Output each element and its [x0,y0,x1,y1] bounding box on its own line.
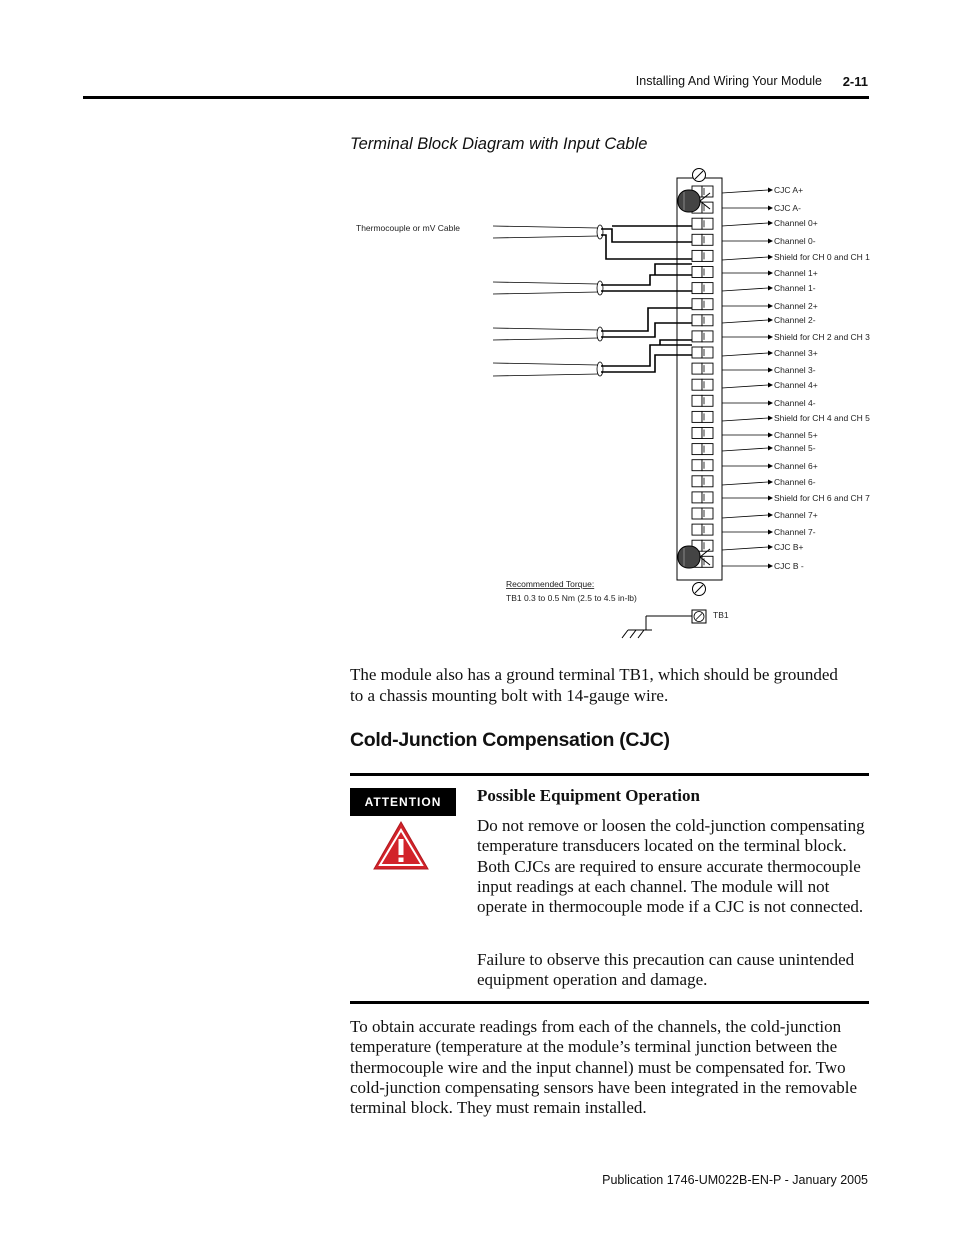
terminal-cell [692,395,702,406]
page-number: 2-11 [842,74,868,89]
terminal-cell [692,363,702,374]
ground-terminal [646,610,706,623]
terminal-cell [692,234,702,245]
terminal-leader-line [722,288,768,291]
terminal-arrow-head [768,335,773,340]
bottom-screw-icon [693,583,706,596]
terminal-cell [692,315,702,326]
section-heading: Cold-Junction Compensation (CJC) [350,729,670,751]
publication-footer: Publication 1746-UM022B-EN-P - January 2005 [602,1173,868,1187]
attention-body-2: Failure to observe this precaution can cause unintended equipment operation and damage. [477,950,855,990]
terminal-label: Channel 4+ [774,380,818,390]
terminal-label-arrows [722,188,773,569]
terminal-cell [692,379,702,390]
terminal-leader-line [722,385,768,388]
terminal-labels [774,185,870,571]
cjc-paragraph: To obtain accurate readings from each of the channels, the cold-junction temperature (temperature at the module’s terminal junction between the thermocouple wire and the input channel) must be compensated for. Two cold-junction compensating sensors have been integrated in the removable terminal block. They must remain installed. [350,1017,858,1118]
terminal-arrow-head [768,564,773,569]
attention-bottom-rule [350,1001,869,1004]
terminal-label: Shield for CH 0 and CH 1 [774,252,870,262]
attention-top-rule [350,773,869,776]
terminal-cell [692,492,702,503]
terminal-label: Channel 7- [774,527,816,537]
terminal-label: Channel 6+ [774,461,818,471]
top-screw-icon [693,169,706,182]
terminal-arrow-head [768,239,773,244]
terminal-label: Channel 2- [774,315,816,325]
terminal-arrow-head [768,433,773,438]
terminal-label: Shield for CH 6 and CH 7 [774,493,870,503]
terminal-leader-line [722,190,768,193]
terminal-label: Channel 3- [774,365,816,375]
terminal-label: Channel 7+ [774,510,818,520]
terminal-arrow-head [768,480,773,485]
terminal-arrow-head [768,271,773,276]
terminal-cell [692,218,702,229]
ground-symbol-icon [622,616,652,638]
attention-body-1: Do not remove or loosen the cold-junction compensating temperature transducers located on the terminal block. Both CJCs are required to ensure accurate thermocouple input readings at each channel. The module will not operate in thermocouple mode if a CJC is not connected. [477,816,865,917]
terminal-arrow-head [768,188,773,193]
terminal-cell [692,476,702,487]
terminal-leader-line [722,448,768,451]
terminal-leader-line [722,482,768,485]
terminal-leader-line [722,418,768,421]
terminal-label: Channel 2+ [774,301,818,311]
terminal-arrow-head [768,530,773,535]
terminal-label: CJC B+ [774,542,804,552]
terminal-cell [692,508,702,519]
terminal-leader-line [722,547,768,550]
terminal-arrow-head [768,383,773,388]
input-cable-wires [493,225,692,376]
ground-paragraph: The module also has a ground terminal TB1, which should be grounded to a chassis mounting bolt with 14-gauge wire. [350,665,838,705]
terminal-cell [692,331,702,342]
terminal-arrow-head [768,464,773,469]
terminal-cell [692,299,702,310]
terminal-leader-line [722,353,768,356]
terminal-label: Channel 0- [774,236,816,246]
terminal-arrow-head [768,255,773,260]
terminal-arrow-head [768,221,773,226]
cable-label: Thermocouple or mV Cable [356,223,460,233]
terminal-cell [692,267,702,278]
terminal-arrow-head [768,351,773,356]
figure-title: Terminal Block Diagram with Input Cable [350,135,648,153]
terminal-arrow-head [768,401,773,406]
terminal-label: Channel 0+ [774,218,818,228]
terminal-cell [692,444,702,455]
terminal-arrow-head [768,318,773,323]
header-section-title: Installing And Wiring Your Module [635,74,822,88]
terminal-label: Channel 5- [774,443,816,453]
terminal-arrow-head [768,304,773,309]
terminal-label: Channel 1- [774,283,816,293]
terminal-arrow-head [768,206,773,211]
terminal-cell [692,283,702,294]
terminal-arrow-head [768,446,773,451]
terminal-arrow-head [768,416,773,421]
terminal-leader-line [722,257,768,260]
terminal-label: Shield for CH 2 and CH 3 [774,332,870,342]
terminal-leader-line [722,320,768,323]
terminal-leader-line [722,223,768,226]
terminal-label: Channel 1+ [774,268,818,278]
terminal-cell [692,411,702,422]
terminal-label: CJC A+ [774,185,804,195]
terminal-arrow-head [768,545,773,550]
terminal-label: Channel 3+ [774,348,818,358]
terminal-arrow-head [768,368,773,373]
attention-title: Possible Equipment Operation [477,786,700,805]
torque-value: TB1 0.3 to 0.5 Nm (2.5 to 4.5 in-lb) [506,593,637,603]
terminal-label: Shield for CH 4 and CH 5 [774,413,870,423]
terminal-label: Channel 6- [774,477,816,487]
torque-title: Recommended Torque: [506,579,595,589]
terminal-label: CJC A- [774,203,801,213]
terminal-cell [692,428,702,439]
warning-triangle-icon [372,820,430,872]
terminal-label: CJC B - [774,561,804,571]
terminal-arrow-head [768,286,773,291]
terminal-label: Channel 4- [774,398,816,408]
terminal-arrow-head [768,513,773,518]
attention-badge: ATTENTION [350,788,456,816]
terminal-leader-line [722,515,768,518]
terminal-cell [692,524,702,535]
ground-label: TB1 [713,610,729,620]
terminal-arrow-head [768,496,773,501]
terminal-label: Channel 5+ [774,430,818,440]
terminal-cell [692,250,702,261]
terminal-cell [692,347,702,358]
terminal-cell [692,460,702,471]
